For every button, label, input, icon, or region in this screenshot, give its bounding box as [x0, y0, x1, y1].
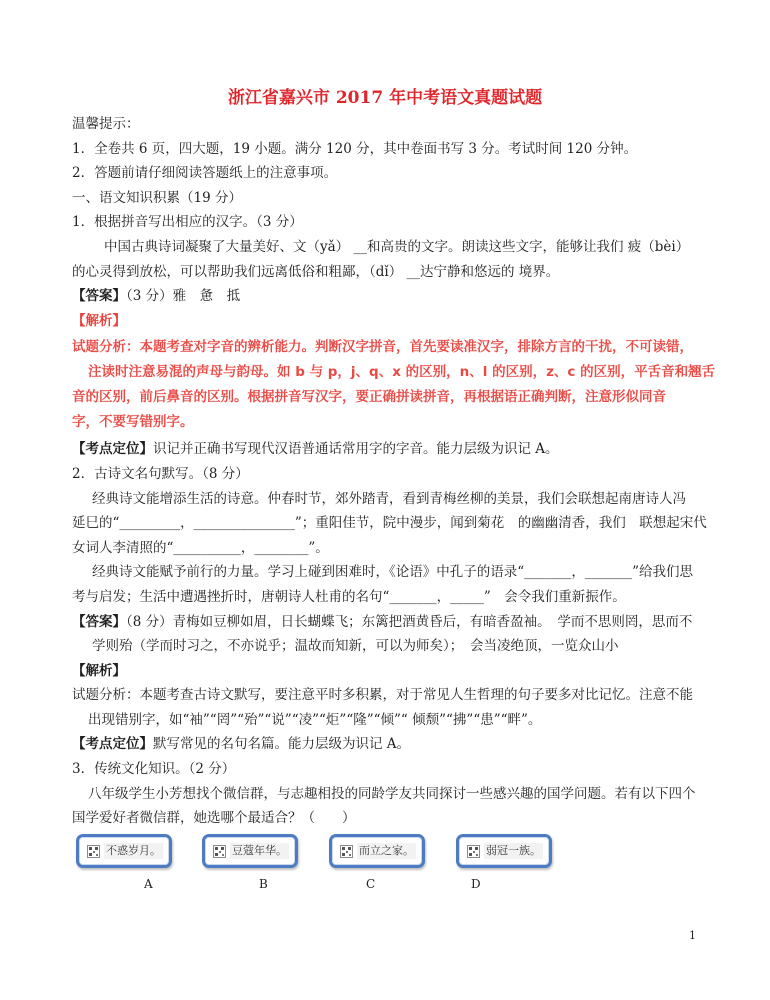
question-1	[72, 210, 716, 462]
option-letter: D	[471, 877, 481, 891]
qr-code-icon	[467, 845, 480, 858]
option-letter: B	[259, 877, 268, 891]
analysis-text	[72, 335, 716, 435]
key-point-label: 【考点定位】	[72, 441, 153, 458]
page-number: 1	[689, 929, 696, 942]
analysis-line: 注读时注意易混的声母与韵母。如 b 与 p，j、q、x 的区别，n、l 的区别，z、c 的区别，平舌音和翘舌	[88, 364, 716, 381]
notice-item: 2．答题前请仔细阅读答题纸上的注意事项。	[72, 165, 338, 182]
option-b-box	[202, 834, 298, 868]
key-point-text: 默写常见的名句名篇。能力层级为识记 A。	[153, 736, 411, 753]
analysis-line: 出现错别字，如“袖”“罔”“殆”“说”“凌”“炬”“隆”“倾”“ 倾颓”“拂”“患”“畔”。	[88, 711, 542, 728]
qr-code-icon	[213, 845, 226, 858]
section-heading: 一、语文知识积累（19 分）	[72, 189, 242, 206]
option-c-box	[329, 834, 425, 868]
question-2	[72, 462, 712, 757]
analysis-line: 音的区别，前后鼻音的区别。根据拼音写汉字，要正确拼读拼音，再根据语正确判断，注意形似同音	[72, 389, 666, 406]
qr-code-icon	[87, 845, 100, 858]
answer-label: 【答案】	[72, 613, 126, 630]
group-name: 豆蔻年华。	[232, 844, 287, 857]
option-a-box	[76, 834, 172, 868]
key-point-line	[72, 732, 712, 757]
question-passage-line: 女词人李清照的“__________，________”。	[72, 539, 329, 556]
key-point-text: 识记并正确书写现代汉语普通话常用字的字音。能力层级为识记 A。	[153, 441, 559, 458]
question-3	[72, 757, 712, 831]
option-letter: C	[366, 877, 376, 891]
group-name: 而立之家。	[359, 844, 414, 857]
option-letter: A	[144, 877, 153, 891]
analysis-label: 【解析】	[72, 662, 126, 679]
analysis-line: 字，不要写错别字。	[72, 414, 194, 431]
question-passage-line: 国学爱好者微信群，她选哪个最适合？（ ）	[72, 810, 356, 827]
question-passage-line: 经典诗文能赋予前行的力量。学习上碰到困难时，《论语》中孔子的语录“_______，_______”给我们思	[92, 564, 694, 581]
option-d-box	[456, 834, 552, 868]
question-passage-line: 考与启发；生活中遭遇挫折时，唐朝诗人杜甫的名句“_______，_____” 会令我们重新振作。	[72, 588, 626, 605]
analysis-line: 试题分析：本题考查对字音的辨析能力。判断汉字拼音，首先要读准汉字，排除方言的干扰，不可读错，	[72, 339, 693, 356]
key-point-label: 【考点定位】	[72, 736, 153, 753]
qr-code-icon	[340, 845, 353, 858]
question-passage-line: 经典诗文能增添生活的诗意。仲春时节，郊外踏青，看到青梅丝柳的美景，我们会联想起南唐诗人冯	[92, 490, 686, 507]
answer-label: 【答案】	[72, 288, 126, 305]
question-passage-line: 中国古典诗词凝聚了大量美好、文（yǎ） __和高贵的文字。朗读这些文字，能够让我们 疲（bèi）	[104, 238, 690, 255]
notice-item: 1．全卷共 6 页，四大题，19 小题。满分 120 分，其中卷面书写 3 分。考试时间 120 分钟。	[72, 140, 638, 157]
question-passage-line: 八年级学生小芳想找个微信群，与志趣相投的同龄学友共同探讨一些感兴趣的国学问题。若有以下四个	[88, 785, 696, 802]
analysis-label: 【解析】	[72, 312, 126, 329]
notice	[72, 112, 712, 186]
document-body	[72, 112, 716, 831]
group-name: 弱冠一族。	[486, 844, 541, 857]
key-point-line	[72, 437, 712, 462]
answer-line: 学则殆（学而时习之，不亦说乎；温故而知新，可以为师矣）； 会当凌绝顶，一览众山小	[92, 638, 619, 655]
group-name: 不惑岁月。	[106, 844, 161, 857]
notice-heading: 温馨提示：	[72, 116, 140, 132]
question-passage-line: 的心灵得到放松，可以帮助我们远离低俗和粗鄙，（dǐ） __达宁静和悠远的 境界。	[72, 263, 560, 280]
answer-line	[72, 610, 712, 635]
question-stem: 1．根据拼音写出相应的汉字。（3 分）	[72, 214, 303, 231]
answer-text: （8 分）青梅如豆柳如眉，日长蝴蝶飞；东篱把酒黄昏后，有暗香盈袖。 学而不思则罔，思而不	[126, 613, 693, 630]
analysis-line: 试题分析：本题考查古诗文默写，要注意平时多积累，对于常见人生哲理的句子要多对比记忆。注意不能	[72, 687, 693, 704]
answer-line	[72, 284, 712, 309]
page-title: 浙江省嘉兴市 2017 年中考语文真题试题	[227, 88, 543, 108]
answer-text: （3 分）雅 惫 抵	[126, 288, 241, 305]
question-stem: 2．古诗文名句默写。（8 分）	[72, 465, 249, 482]
question-passage-line: 延巳的“_________，_______________”；重阳佳节，院中漫步，闻到菊花 的幽幽清香，我们 联想起宋代	[72, 515, 707, 532]
question-stem: 3．传统文化知识。（2 分）	[72, 761, 236, 778]
